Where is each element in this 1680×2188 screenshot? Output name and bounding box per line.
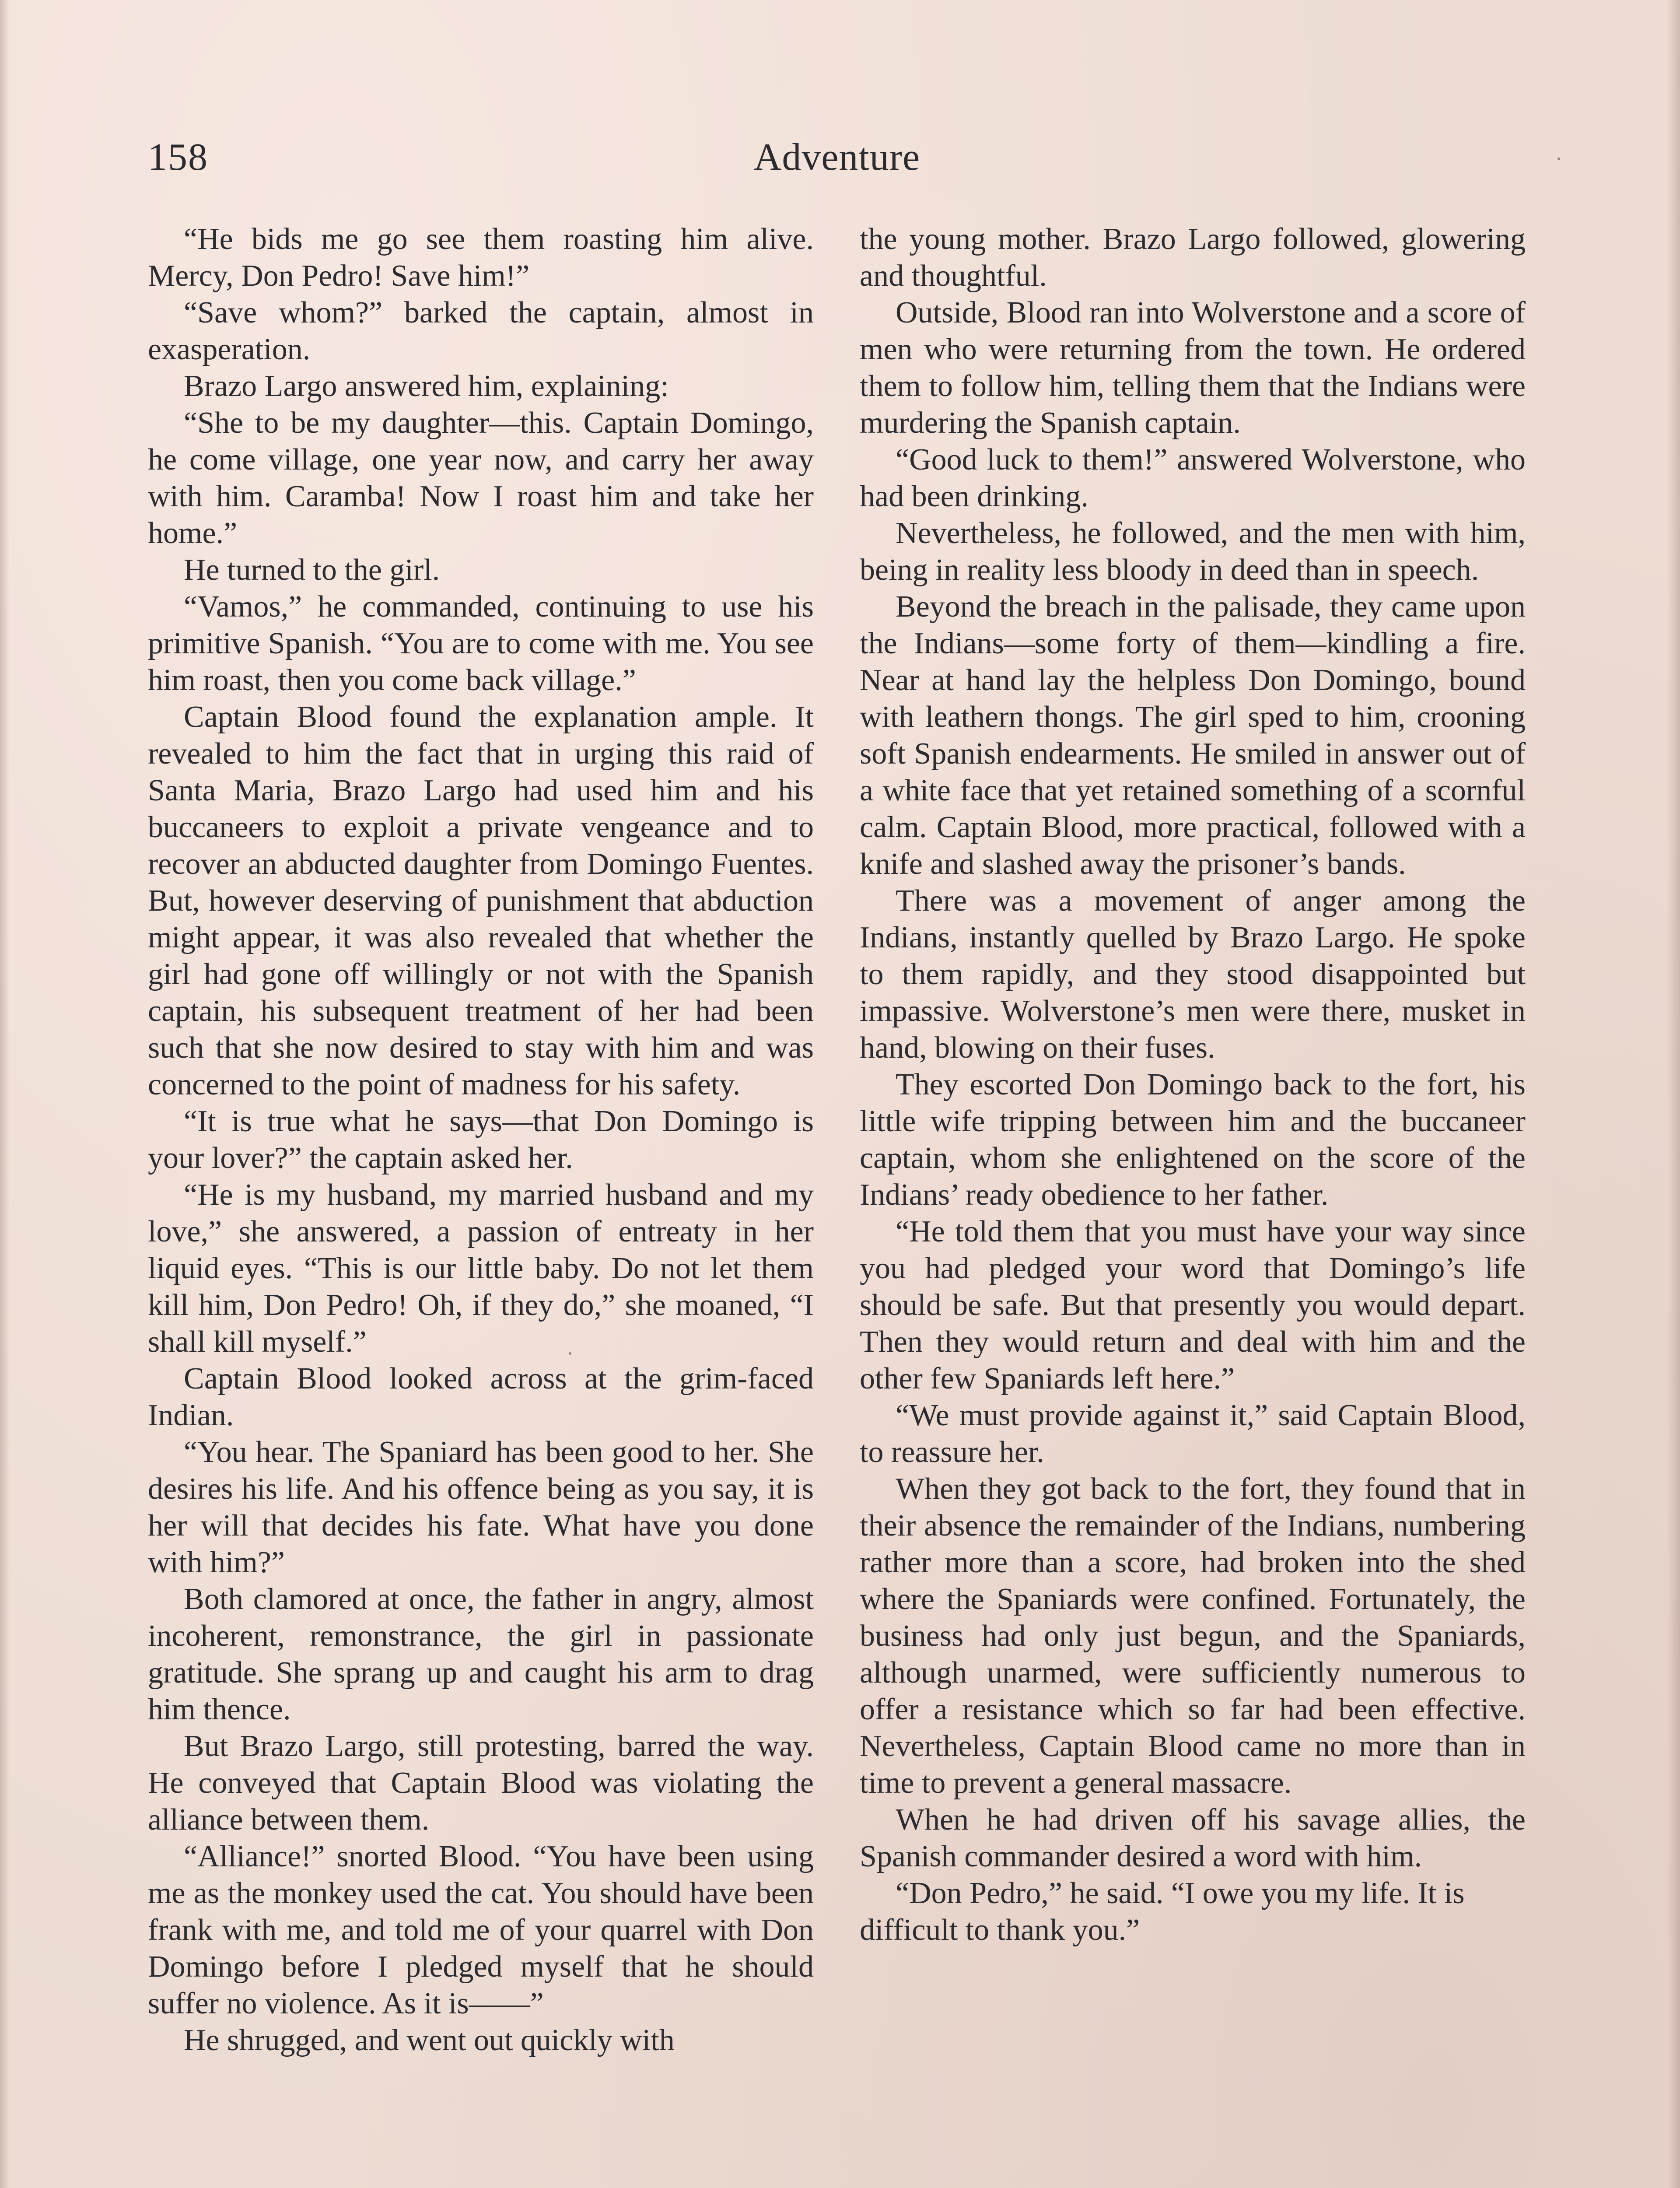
paragraph: “He is my husband, my married husband and my love,” she answered, a passion of entreaty in her liquid eyes. “This is our little baby. Do not let them kill him, Don Pedro! Oh, if they do,” she moaned, “I shall kill myself.” [148,1178,814,1359]
paragraph: He turned to the girl. [184,553,440,587]
page-edge-shadow-right [1667,0,1680,2188]
paragraph: “She to be my daughter—this. Captain Domingo, he come village, one year now, and carry her away with him. Caramba! Now I roast him and take her home.” [148,406,814,550]
paragraph: Brazo Largo answered him, explaining: [184,369,669,403]
paragraph: When they got back to the fort, they found that in their absence the remainder of the Indians, numbering rather more than a score, had broken into the shed where the Spaniards were confined. Fortunately, the business had only just begun, and the Spaniards, although unarmed, were sufficiently numerous to offer a resistance which so far had been effective. Nevertheless, Captain Blood came no more than in time to prevent a general massacre. [860,1472,1526,1800]
page-header [148,131,1526,184]
paragraph: “Alliance!” snorted Blood. “You have been using me as the monkey used the cat. You should have been frank with me, and told me of your quarrel with Don Domingo before I pledged myself that he should suffer no violence. As it is——” [148,1840,814,2020]
paragraph: They escorted Don Domingo back to the fort, his little wife tripping between him and the buccaneer captain, whom she enlightened on the score of the Indians’ ready obedience to her father. [860,1068,1526,1212]
text-column-right [860,221,1526,1949]
paragraph: the young mother. Brazo Largo followed, glowering and thoughtful. [860,222,1526,293]
paragraph: “Don Pedro,” he said. “I owe you my life. It is difficult to thank you.” [860,1876,1465,1947]
paragraph: “He told them that you must have your way since you had pledged your word that Domingo’s life should be safe. But that presently you would depart. Then they would return and deal with him and the other few Spaniards left here.” [860,1215,1526,1396]
paragraph: Beyond the breach in the palisade, they came upon the Indians—some forty of them—kindling a fire. Near at hand lay the helpless Don Domingo, bound with leathern thongs. The girl sped to him, crooning soft Spanish endearments. He smiled in answer out of a white face that yet retained something of a scornful calm. Captain Blood, more practical, followed with a knife and slashed away the prisoner’s bands. [860,590,1526,881]
text-column-left [148,221,814,2059]
print-speck [1558,158,1560,160]
paragraph: “Vamos,” he commanded, continuing to use his primitive Spanish. “You are to come with me. You see him roast, then you come back village.” [148,590,814,697]
paragraph: “He bids me go see them roasting him alive. Mercy, Don Pedro! Save him!” [148,222,814,293]
page-number: 158 [148,136,208,179]
paragraph: Outside, Blood ran into Wolverstone and a score of men who were returning from the town. He ordered them to follow him, telling them that the Indians were murdering the Spanish captain. [860,296,1526,440]
paragraph: When he had driven off his savage allies, the Spanish commander desired a word with him. [860,1803,1526,1873]
paragraph: Captain Blood found the explanation ample. It revealed to him the fact that in urging this raid of Santa Maria, Brazo Largo had used him and his buccaneers to exploit a private vengeance and to recover an abducted daughter from Domingo Fuentes. But, however deserving of punishment that abduction might appear, it was also revealed that whether the girl had gone off willingly or not with the Spanish captain, his subsequent treatment of her had been such that she now desired to stay with him and was concerned to the point of madness for his safety. [148,700,814,1101]
paragraph: Nevertheless, he followed, and the men with him, being in reality less bloody in deed than in speech. [860,516,1526,587]
paragraph: There was a movement of anger among the Indians, instantly quelled by Brazo Largo. He spoke to them rapidly, and they stood disappointed but impassive. Wolverstone’s men were there, musket in hand, blowing on their fuses. [860,884,1526,1065]
print-speck [569,1352,571,1355]
paragraph: He shrugged, and went out quickly with [184,2023,675,2057]
paragraph: “It is true what he says—that Don Domingo is your lover?” the captain asked her. [148,1105,814,1175]
paragraph: “Good luck to them!” answered Wolverstone, who had been drinking. [860,443,1526,513]
page-edge-shadow-left [0,0,10,2188]
paragraph: “You hear. The Spaniard has been good to her. She desires his life. And his offence being as you say, it is her will that decides his fate. What have you done with him?” [148,1435,814,1579]
paragraph: “We must provide against it,” said Captain Blood, to reassure her. [860,1399,1526,1469]
paragraph: But Brazo Largo, still protesting, barred the way. He conveyed that Captain Blood was violating the alliance between them. [148,1729,814,1837]
running-title: Adventure [753,136,920,179]
paragraph: Captain Blood looked across at the grim-faced Indian. [148,1362,814,1432]
paragraph: “Save whom?” barked the captain, almost in exasperation. [148,296,814,366]
paragraph: Both clamored at once, the father in angry, almost incoherent, remonstrance, the girl in passionate gratitude. She sprang up and caught his arm to drag him thence. [148,1582,814,1726]
